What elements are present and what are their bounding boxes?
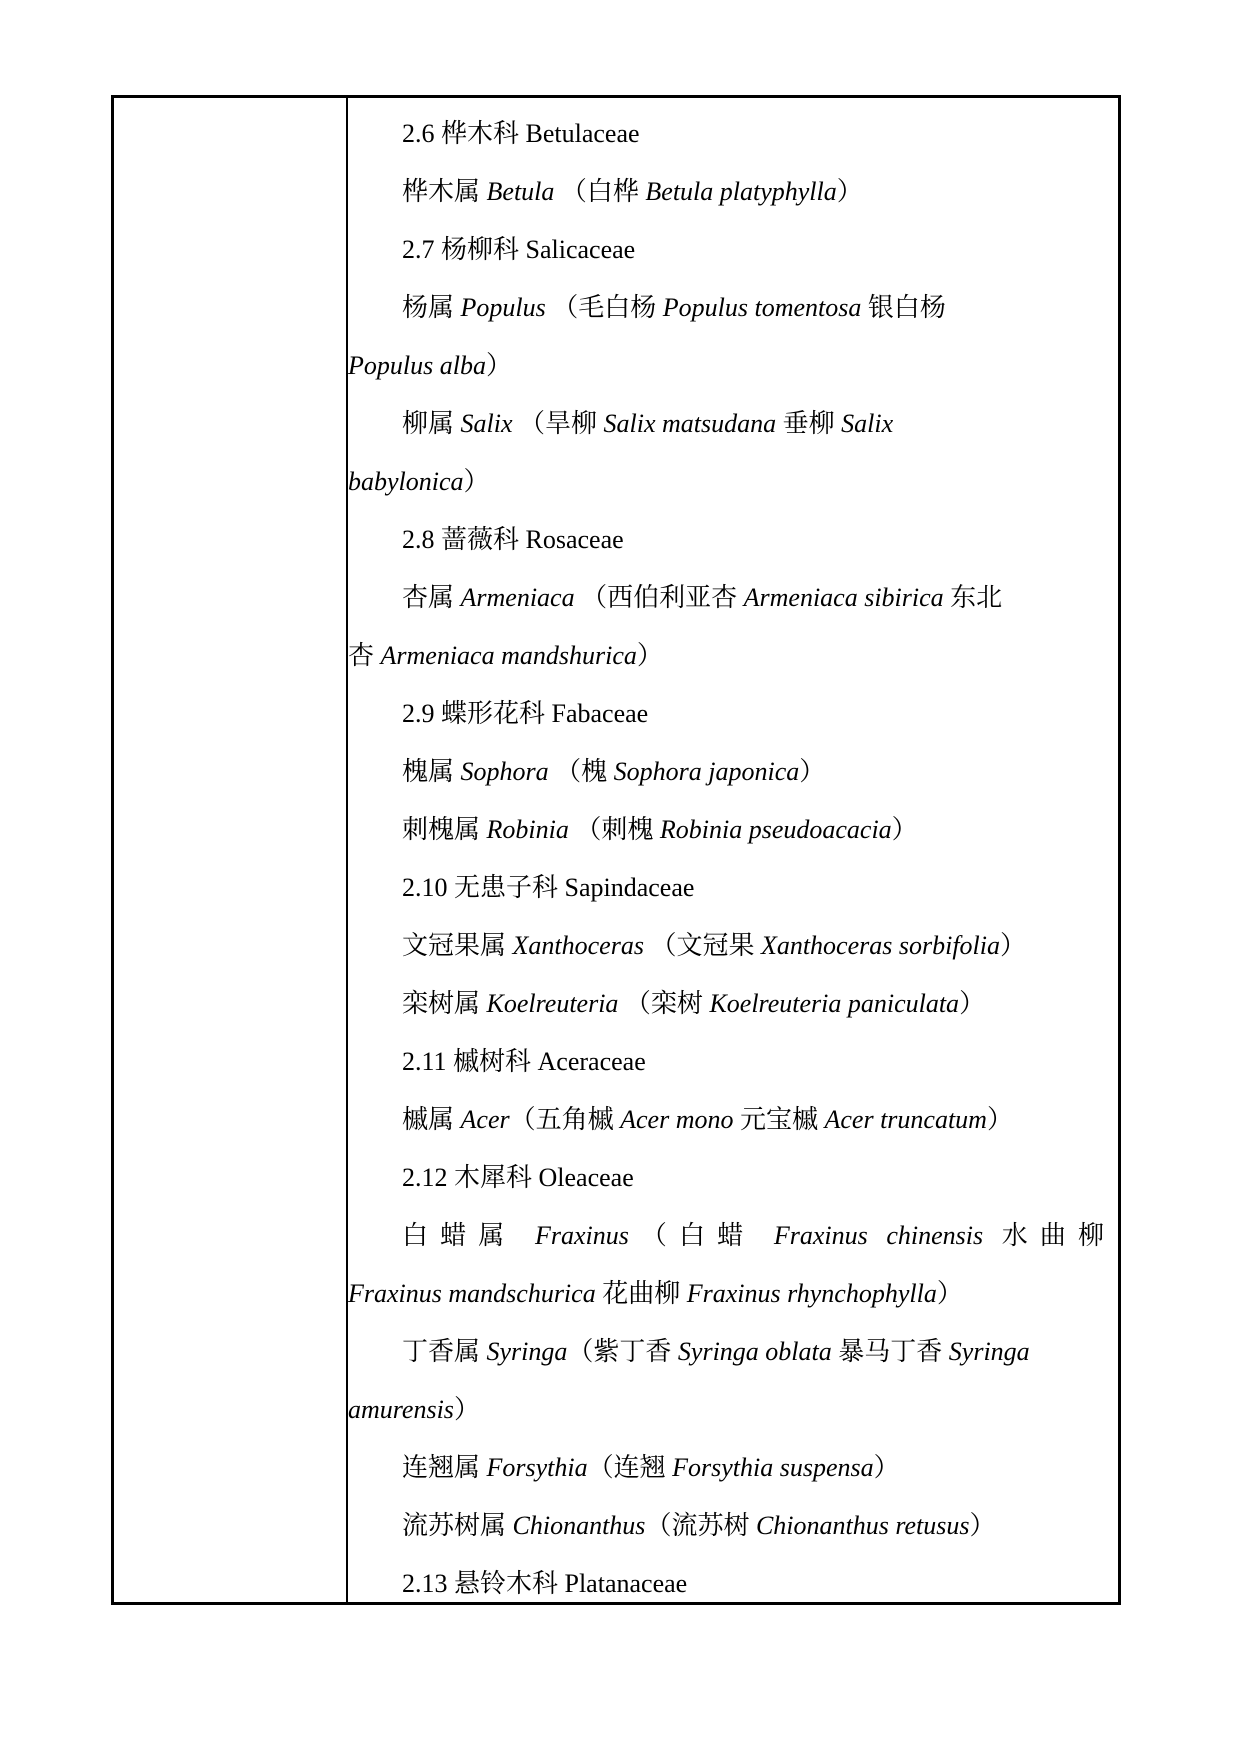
text-segment: 暴马丁香 xyxy=(831,1337,949,1366)
text-line xyxy=(348,1276,1104,1312)
text-segment: （连翘 xyxy=(587,1453,673,1482)
text-segment: 2.6 桦木科 Betulaceae xyxy=(402,119,640,148)
text-line xyxy=(402,290,1104,326)
text-segment: （流苏树 xyxy=(645,1511,756,1540)
text-segment: 杏属 xyxy=(402,583,461,612)
scientific-name: Fraxinus rhynchophylla xyxy=(686,1279,937,1308)
text-segment: （刺槐 xyxy=(568,815,660,844)
scientific-name: Fraxinus xyxy=(534,1221,629,1250)
text-line xyxy=(348,1392,1104,1428)
scientific-name: Xanthoceras sorbifolia xyxy=(760,931,1001,960)
scientific-name: Fraxinus mandschurica xyxy=(348,1279,596,1308)
scientific-name: Acer xyxy=(460,1105,510,1134)
text-line xyxy=(402,754,1104,790)
text-segment: （西伯利亚杏 xyxy=(574,583,744,612)
text-segment: ） xyxy=(463,467,490,496)
text-segment: ） xyxy=(636,641,663,670)
text-segment: （栾树 xyxy=(618,989,710,1018)
text-segment: ） xyxy=(873,1453,900,1482)
text-line xyxy=(402,1334,1104,1370)
scientific-name: Koelreuteria xyxy=(486,989,619,1018)
text-line xyxy=(402,174,1104,210)
scientific-name: Forsythia suspensa xyxy=(672,1453,874,1482)
text-segment: 柳属 xyxy=(402,409,461,438)
scientific-name: Acer mono xyxy=(620,1105,734,1134)
text-segment: 2.12 木犀科 Oleaceae xyxy=(402,1163,634,1192)
text-line xyxy=(402,1102,1104,1138)
text-line xyxy=(402,580,1104,616)
text-segment: ） xyxy=(986,1105,1013,1134)
text-line xyxy=(348,638,1104,674)
text-line xyxy=(402,986,1104,1022)
text-line xyxy=(402,116,1104,152)
scientific-name: Fraxinus chinensis xyxy=(773,1221,984,1250)
text-segment: （五角槭 xyxy=(509,1105,621,1134)
text-segment: 2.8 蔷薇科 Rosaceae xyxy=(402,525,624,554)
scientific-name: Chionanthus retusus xyxy=(755,1511,970,1540)
text-segment: 文冠果属 xyxy=(402,931,513,960)
text-segment: （紫丁香 xyxy=(567,1337,678,1366)
scientific-name: babylonica xyxy=(348,467,464,496)
text-line xyxy=(402,406,1104,442)
text-line xyxy=(402,928,1104,964)
scientific-name: Populus alba xyxy=(348,351,486,380)
text-segment: ） xyxy=(936,1279,963,1308)
scientific-name: Betula platyphylla xyxy=(645,177,837,206)
text-segment: ） xyxy=(836,177,863,206)
text-segment: 银白杨 xyxy=(861,293,946,322)
text-line xyxy=(402,1044,1104,1080)
text-line xyxy=(348,464,1104,500)
text-line xyxy=(402,232,1104,268)
text-segment: （槐 xyxy=(548,757,614,786)
text-segment: 东北 xyxy=(943,583,1003,612)
text-segment: 水曲柳 xyxy=(983,1221,1104,1250)
text-segment: ） xyxy=(799,757,826,786)
text-line xyxy=(402,812,1104,848)
text-segment: ） xyxy=(453,1395,480,1424)
scientific-name: Armeniaca mandshurica xyxy=(380,641,637,670)
text-segment: ） xyxy=(959,989,986,1018)
text-segment: ） xyxy=(969,1511,996,1540)
scientific-name: Armeniaca xyxy=(460,583,575,612)
scientific-name: Syringa xyxy=(486,1337,568,1366)
text-segment: 2.10 无患子科 Sapindaceae xyxy=(402,873,695,902)
scientific-name: Acer truncatum xyxy=(824,1105,987,1134)
text-segment: 元宝槭 xyxy=(733,1105,825,1134)
text-segment: （旱柳 xyxy=(512,409,604,438)
text-segment: 花曲柳 xyxy=(595,1279,687,1308)
text-segment: 杨属 xyxy=(402,293,461,322)
text-segment: 白蜡属 xyxy=(402,1221,535,1250)
text-line xyxy=(402,1450,1104,1486)
scientific-name: Syringa oblata xyxy=(677,1337,832,1366)
text-line xyxy=(402,696,1104,732)
scientific-name: Koelreuteria paniculata xyxy=(709,989,960,1018)
table-left-cell xyxy=(114,98,348,1602)
text-line xyxy=(402,1566,1104,1602)
text-segment: 2.7 杨柳科 Salicaceae xyxy=(402,235,636,264)
scientific-name: Robinia pseudoacacia xyxy=(659,815,892,844)
text-line xyxy=(402,1218,1104,1254)
text-segment: 2.13 悬铃木科 Platanaceae xyxy=(402,1569,688,1598)
text-segment: （文冠果 xyxy=(643,931,761,960)
text-segment: 杏 xyxy=(348,641,381,670)
text-segment: ） xyxy=(891,815,918,844)
scientific-name: Armeniaca sibirica xyxy=(743,583,944,612)
text-line xyxy=(402,870,1104,906)
text-segment: 槭属 xyxy=(402,1105,461,1134)
text-segment: （毛白杨 xyxy=(545,293,663,322)
scientific-name: Salix xyxy=(841,409,894,438)
scientific-name: Sophora xyxy=(460,757,549,786)
text-segment: 流苏树属 xyxy=(402,1511,513,1540)
text-segment: （白桦 xyxy=(554,177,646,206)
text-segment: 丁香属 xyxy=(402,1337,487,1366)
text-segment: 连翘属 xyxy=(402,1453,487,1482)
text-line xyxy=(402,522,1104,558)
scientific-name: Syringa xyxy=(948,1337,1030,1366)
scientific-name: Populus xyxy=(460,293,546,322)
text-line xyxy=(402,1508,1104,1544)
text-segment: 垂柳 xyxy=(776,409,842,438)
scientific-name: Xanthoceras xyxy=(512,931,644,960)
text-segment: 刺槐属 xyxy=(402,815,487,844)
text-segment: 槐属 xyxy=(402,757,461,786)
scientific-name: Chionanthus xyxy=(512,1511,646,1540)
scientific-name: Sophora japonica xyxy=(613,757,800,786)
text-segment: 桦木属 xyxy=(402,177,487,206)
text-segment: 2.9 蝶形花科 Fabaceae xyxy=(402,699,649,728)
text-segment: （白蜡 xyxy=(628,1221,774,1250)
text-segment: ） xyxy=(1000,931,1027,960)
text-segment: ） xyxy=(485,351,512,380)
scientific-name: Populus tomentosa xyxy=(662,293,862,322)
scientific-name: Forsythia xyxy=(486,1453,588,1482)
document-table xyxy=(111,95,1121,1605)
scientific-name: Betula xyxy=(486,177,555,206)
scientific-name: amurensis xyxy=(348,1395,454,1424)
scientific-name: Salix matsudana xyxy=(603,409,777,438)
text-line xyxy=(348,348,1104,384)
text-line xyxy=(402,1160,1104,1196)
table-content-cell xyxy=(348,98,1118,1602)
scientific-name: Robinia xyxy=(486,815,569,844)
scientific-name: Salix xyxy=(460,409,513,438)
text-segment: 栾树属 xyxy=(402,989,487,1018)
text-segment: 2.11 槭树科 Aceraceae xyxy=(402,1047,646,1076)
